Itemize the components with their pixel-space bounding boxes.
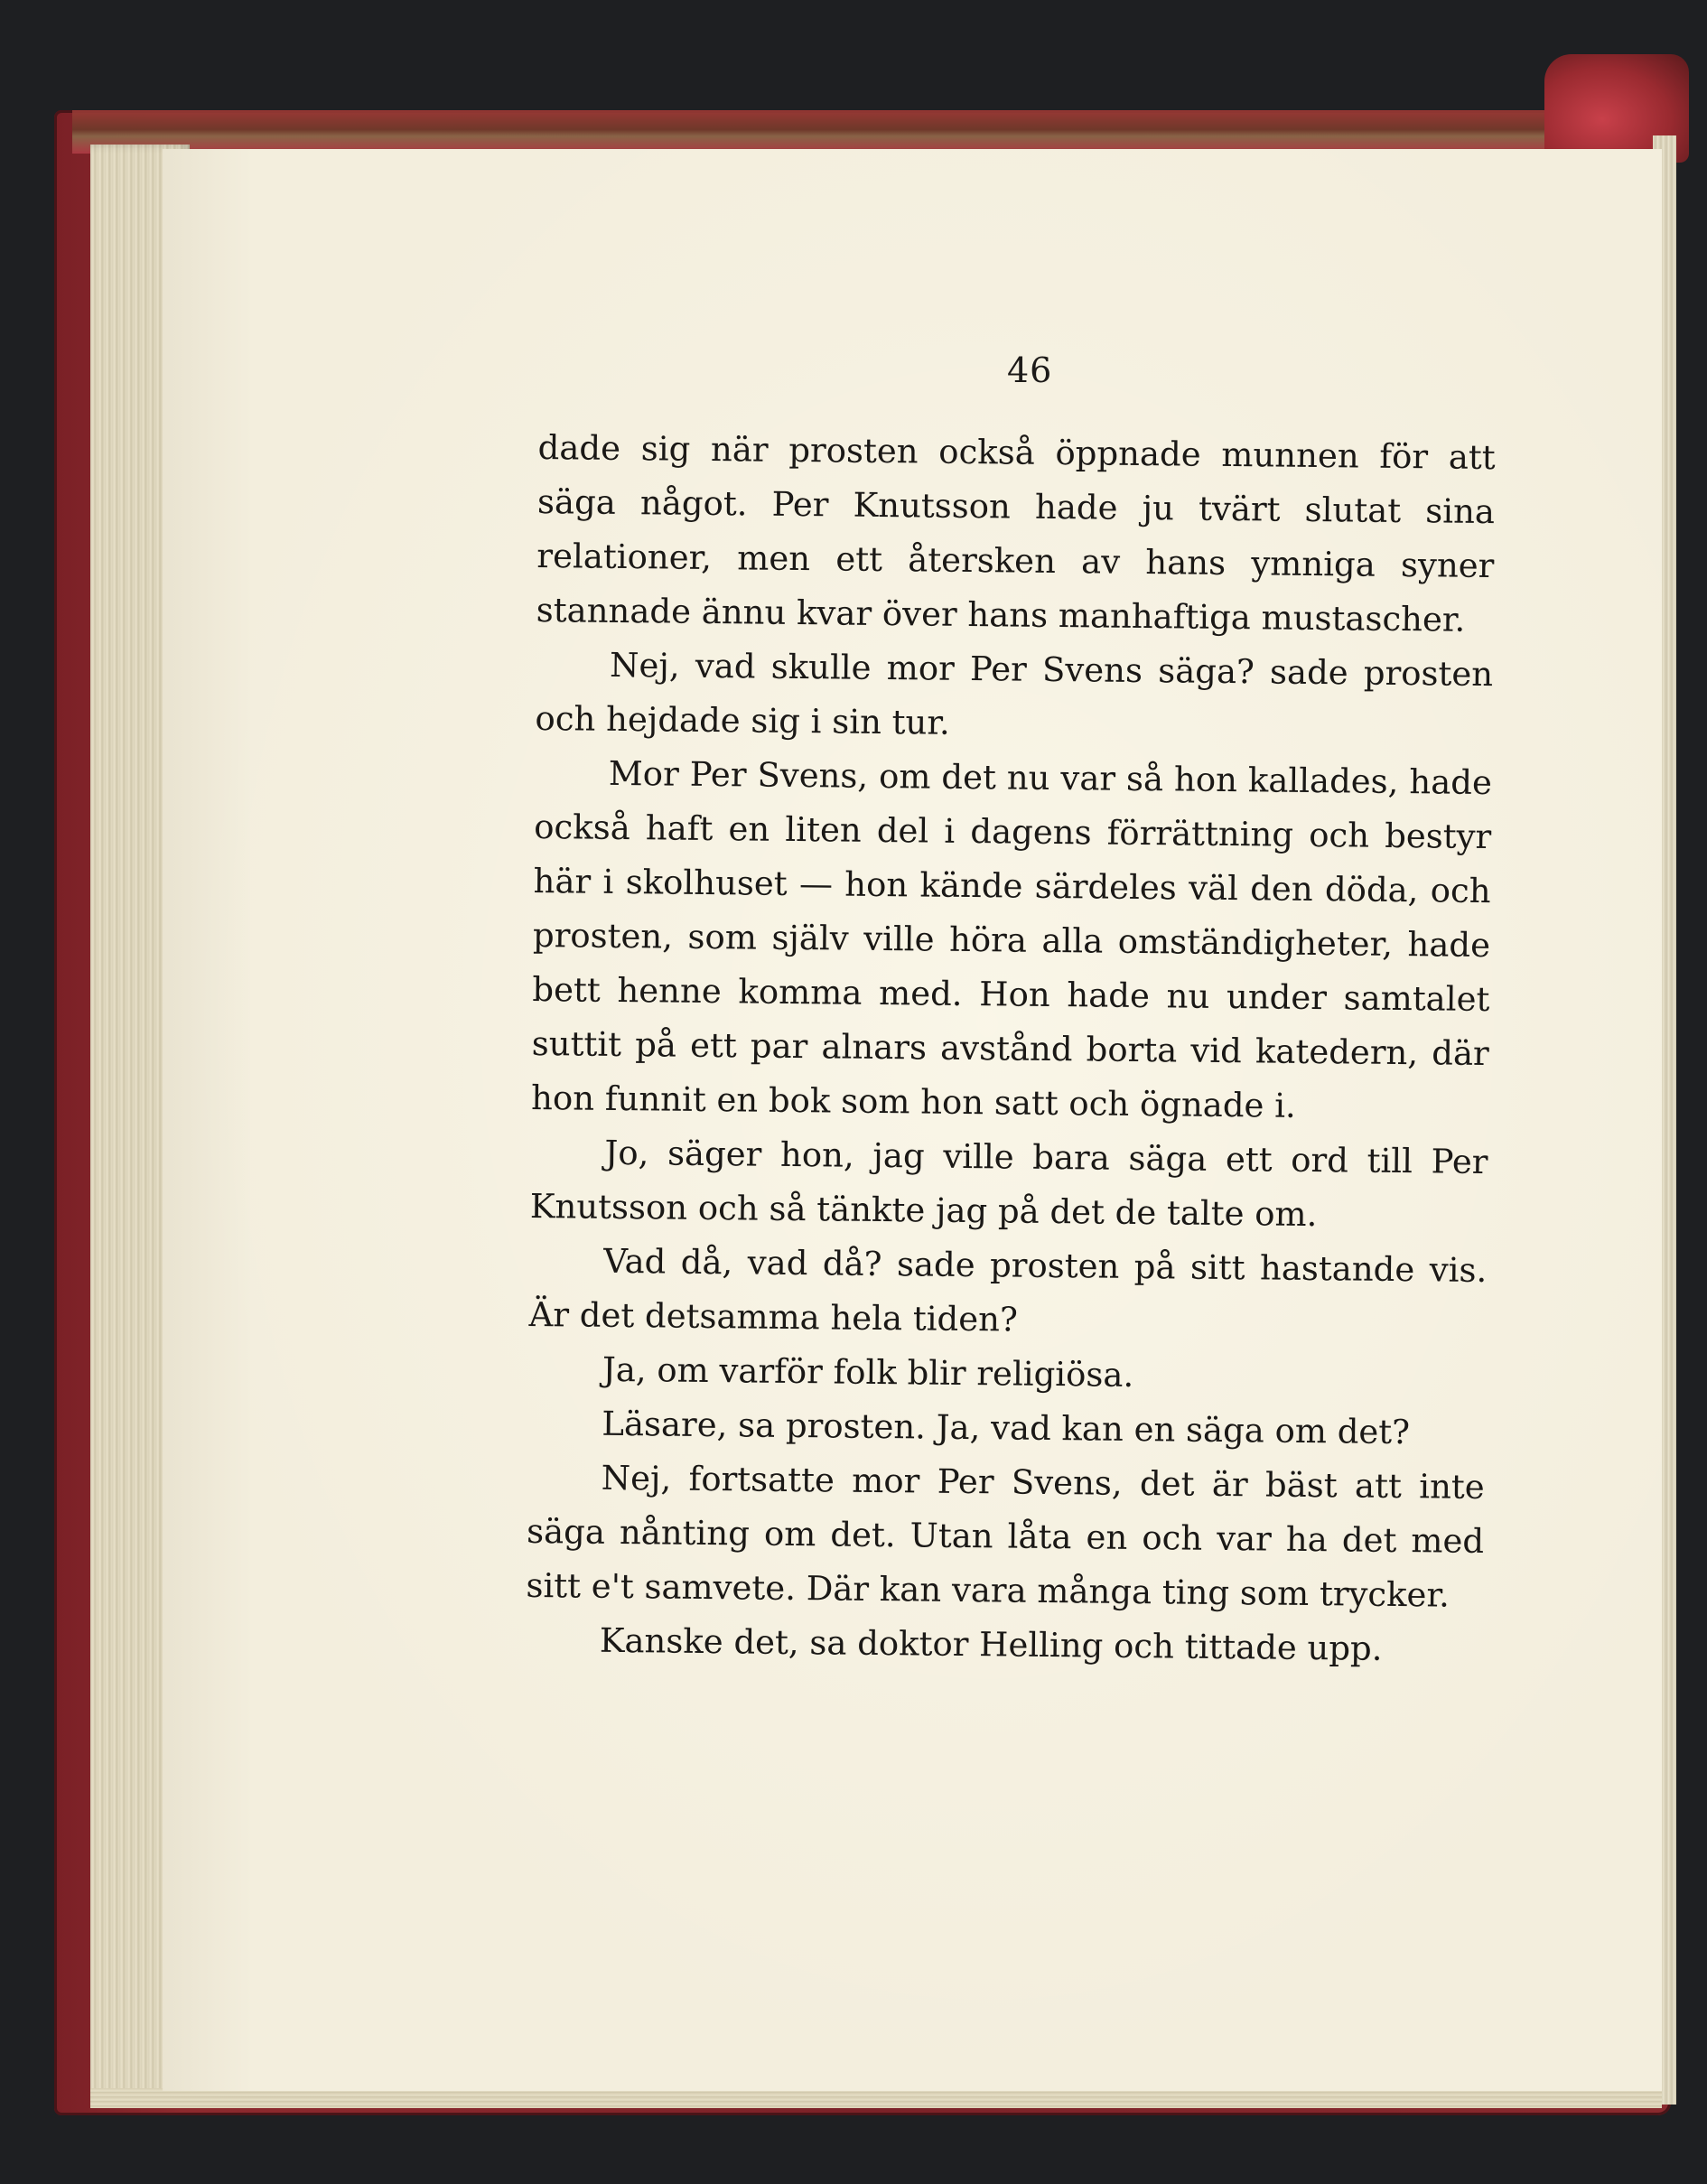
page-text bbox=[526, 421, 1496, 1677]
paragraph: Nej, vad skulle mor Per Svens säga? sade prosten och hejdade sig i sin tur. bbox=[535, 645, 1494, 742]
paragraph: Jo, säger hon, jag ville bara säga ett ord till Per Knutsson och så tänkte jag på det de talte om. bbox=[529, 1133, 1488, 1235]
page-leaves-bottom bbox=[90, 2088, 1662, 2108]
paragraph: Ja, om varför folk blir religiösa. bbox=[602, 1349, 1134, 1395]
paragraph: Läsare, sa prosten. Ja, vad kan en säga om det? bbox=[602, 1404, 1411, 1452]
book-cover-top-edge bbox=[72, 110, 1662, 154]
paragraph: dade sig när prosten också öppnade munnen för att säga något. Per Knutsson hade ju tvärt slutat sina relationer, men ett återsken av hans ymniga syner stannade ännu kvar över hans manhaftiga mustascher. bbox=[536, 427, 1496, 639]
paragraph: Kanske det, sa doktor Helling och tittade upp. bbox=[599, 1620, 1383, 1668]
paragraph: Mor Per Svens, om det nu var så hon kallades, hade också haft en liten del i dagens förrättning och bestyr här i skolhuset — hon kände särdeles väl den döda, och prosten, som själv ville höra alla omständigheter, hade bett henne komma med. Hon hade nu under samtalet suttit på ett par alnars avstånd borta vid katedern, där hon funnit en bok som hon satt och ögnade i. bbox=[530, 753, 1493, 1125]
paragraph: Vad då, vad då? sade prosten på sitt hastande vis. Är det detsamma hela tiden? bbox=[528, 1241, 1488, 1339]
paragraph: Nej, fortsatte mor Per Svens, det är bäst att inte säga nånting om det. Utan låta en och var ha det med sitt e't samvete. Där kan vara många ting som trycker. bbox=[526, 1458, 1485, 1615]
page-number: 46 bbox=[1007, 350, 1053, 390]
